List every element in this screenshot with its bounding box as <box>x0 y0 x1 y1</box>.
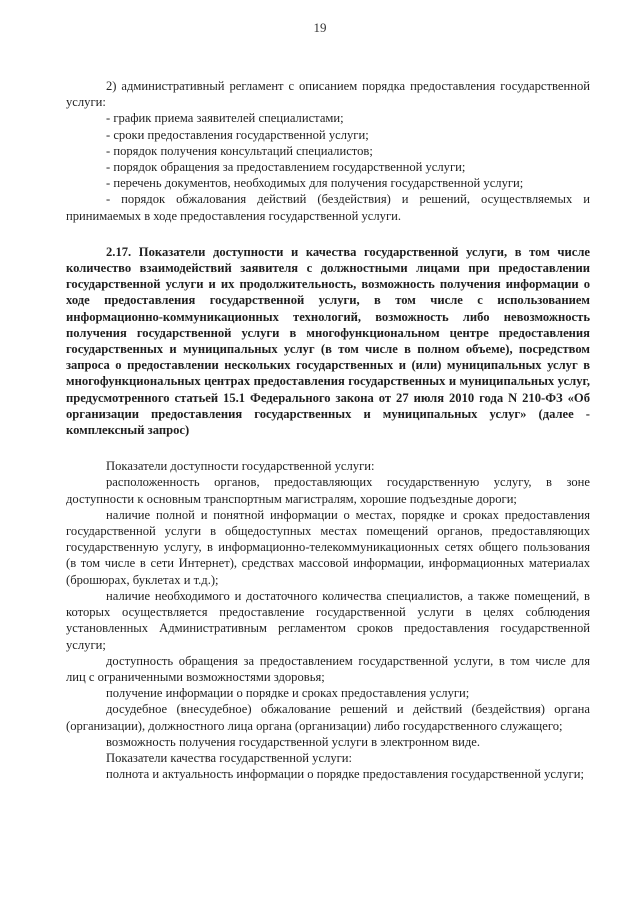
body-paragraph: Показатели качества государственной услуги: <box>106 750 353 765</box>
list-item: - график приема заявителей специалистами; <box>106 111 344 126</box>
body-paragraph: полнота и актуальность информации о порядке предоставления государственной услуги; <box>106 767 584 782</box>
list-item: - порядок обращения за предоставлением государственной услуги; <box>106 160 466 175</box>
list-item: - порядок получения консультаций специалистов; <box>106 143 373 158</box>
body-paragraph: наличие необходимого и достаточного количества специалистов, а также помещений, в которых осуществляется предоставление государственной услуги в целях соблюдения установленных Административным регламентом сроков предоставления государственной услуги; <box>66 588 590 652</box>
list-item: - порядок обжалования действий (бездействия) и решений, осуществляемых и принимаемых в ходе предоставления государственной услуги. <box>66 192 590 223</box>
body-paragraph: расположенность органов, предоставляющих государственную услугу, в зоне доступности к основным транспортным магистралям, хорошие подъездные дороги; <box>66 475 590 506</box>
regulation-list <box>66 110 590 223</box>
body-paragraph: возможность получения государственной услуги в электронном виде. <box>106 734 480 749</box>
section-intro: 2) административный регламент с описанием порядка предоставления государственной услуги: <box>66 79 590 110</box>
body-paragraph: доступность обращения за предоставлением государственной услуги, в том числе для лиц с ограниченными возможностями здоровья; <box>66 653 590 684</box>
body-paragraph: наличие полной и понятной информации о местах, порядке и сроках предоставления государственной услуги в общедоступных местах помещений органов, предоставляющих государственную услугу, в информационно-телекоммуникационных сетях общего пользования (в том числе в сети Интернет), средствах массовой информации, информационных материалах (брошюрах, буклетах и т.д.); <box>66 507 590 587</box>
body-paragraph: досудебное (внесудебное) обжалование решений и действий (бездействия) органа (организации), должностного лица органа (организации) либо государственного служащего; <box>66 702 590 733</box>
list-item: - перечень документов, необходимых для получения государственной услуги; <box>106 176 524 191</box>
document-content <box>66 78 590 782</box>
body-paragraphs <box>66 458 590 782</box>
body-paragraph: Показатели доступности государственной услуги: <box>106 459 375 474</box>
list-item: - сроки предоставления государственной услуги; <box>106 127 369 142</box>
page-number: 19 <box>313 20 327 35</box>
section-heading: 2.17. Показатели доступности и качества государственной услуги, в том числе количество взаимодействий заявителя с должностными лицами при предоставлении государственной услуги и их продолжительность, возможность получения информации о ходе предоставления государственной услуги, в том числе с использованием информационно-коммуникационных технологий, возможность либо невозможность получения государственной услуги в многофункциональном центре предоставления государственных и муниципальных услуг (в том числе в полном объеме), посредством запроса о предоставлении нескольких государственных и (или) муниципальных услуг в многофункциональных центрах предоставления государственных и муниципальных услуг, предусмотренного статьей 15.1 Федерального закона от 27 июля 2010 года N 210-ФЗ «Об организации предоставления государственных и муниципальных услуг» (далее - комплексный запрос) <box>66 244 590 438</box>
body-paragraph: получение информации о порядке и сроках предоставления услуги; <box>106 686 470 701</box>
